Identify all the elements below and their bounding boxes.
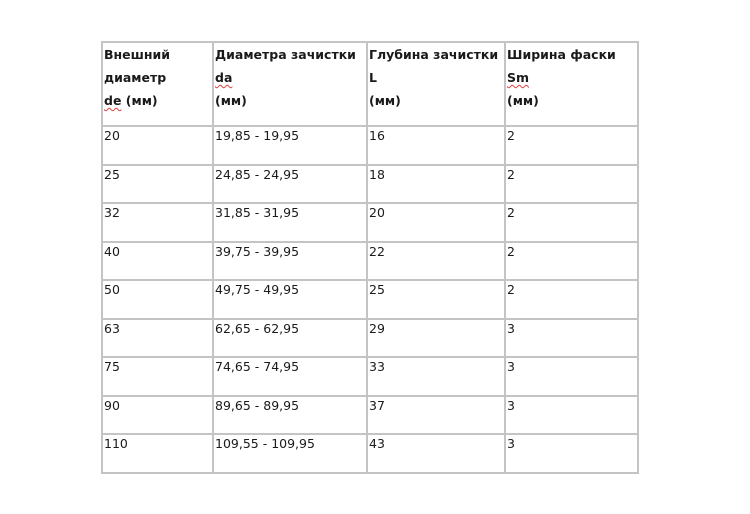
cell-strip-depth: 22	[367, 242, 505, 281]
header-text	[215, 43, 365, 89]
cell-strip-depth: 16	[367, 126, 505, 165]
header-chamfer-width	[505, 42, 638, 126]
cell-strip-depth: 20	[367, 203, 505, 242]
cell-outer-diameter: 40	[102, 242, 213, 281]
cell-outer-diameter: 32	[102, 203, 213, 242]
cell-strip-depth: 37	[367, 396, 505, 435]
cell-strip-diameter: 74,65 - 74,95	[213, 357, 367, 396]
cell-chamfer-width: 2	[505, 242, 638, 281]
cell-strip-diameter: 62,65 - 62,95	[213, 319, 367, 358]
header-text: Ширина фаски	[507, 47, 616, 62]
cell-outer-diameter: 75	[102, 357, 213, 396]
header-text: Внешний	[104, 47, 171, 62]
pipe-stripping-spec-table	[101, 41, 639, 474]
cell-strip-depth: 43	[367, 434, 505, 473]
header-text: Диаметра зачистки	[215, 47, 356, 62]
cell-outer-diameter: 63	[102, 319, 213, 358]
table-row	[102, 396, 638, 435]
cell-chamfer-width: 2	[505, 203, 638, 242]
cell-strip-depth: 33	[367, 357, 505, 396]
header-text: диаметр	[104, 70, 167, 85]
cell-chamfer-width: 2	[505, 126, 638, 165]
header-text	[507, 43, 636, 89]
spellcheck-word: de	[104, 93, 122, 108]
table-row	[102, 203, 638, 242]
cell-chamfer-width: 3	[505, 319, 638, 358]
table-row	[102, 126, 638, 165]
cell-chamfer-width: 2	[505, 165, 638, 204]
cell-strip-diameter: 24,85 - 24,95	[213, 165, 367, 204]
cell-outer-diameter: 110	[102, 434, 213, 473]
cell-strip-diameter: 31,85 - 31,95	[213, 203, 367, 242]
cell-outer-diameter: 20	[102, 126, 213, 165]
cell-outer-diameter: 90	[102, 396, 213, 435]
table-row	[102, 280, 638, 319]
cell-strip-depth: 29	[367, 319, 505, 358]
header-outer-diameter	[102, 42, 213, 126]
header-text: (мм)	[369, 93, 401, 108]
table-row	[102, 357, 638, 396]
header-strip-diameter	[213, 42, 367, 126]
cell-strip-depth: 18	[367, 165, 505, 204]
header-text	[104, 89, 211, 112]
cell-chamfer-width: 2	[505, 280, 638, 319]
header-text: (мм)	[215, 93, 247, 108]
table-row	[102, 434, 638, 473]
cell-chamfer-width: 3	[505, 396, 638, 435]
header-text: (мм)	[121, 93, 158, 108]
cell-strip-diameter: 49,75 - 49,95	[213, 280, 367, 319]
cell-chamfer-width: 3	[505, 434, 638, 473]
header-text: Глубина зачистки L	[369, 47, 499, 85]
cell-strip-diameter: 109,55 - 109,95	[213, 434, 367, 473]
cell-strip-depth: 25	[367, 280, 505, 319]
table-row	[102, 242, 638, 281]
header-row	[102, 42, 638, 126]
cell-strip-diameter: 39,75 - 39,95	[213, 242, 367, 281]
table-row	[102, 319, 638, 358]
cell-chamfer-width: 3	[505, 357, 638, 396]
cell-strip-diameter: 19,85 - 19,95	[213, 126, 367, 165]
header-strip-depth	[367, 42, 505, 126]
cell-outer-diameter: 50	[102, 280, 213, 319]
cell-strip-diameter: 89,65 - 89,95	[213, 396, 367, 435]
spellcheck-word: Sm	[507, 70, 530, 85]
table-row	[102, 165, 638, 204]
header-text: (мм)	[507, 93, 539, 108]
spellcheck-word: da	[215, 70, 233, 85]
cell-outer-diameter: 25	[102, 165, 213, 204]
